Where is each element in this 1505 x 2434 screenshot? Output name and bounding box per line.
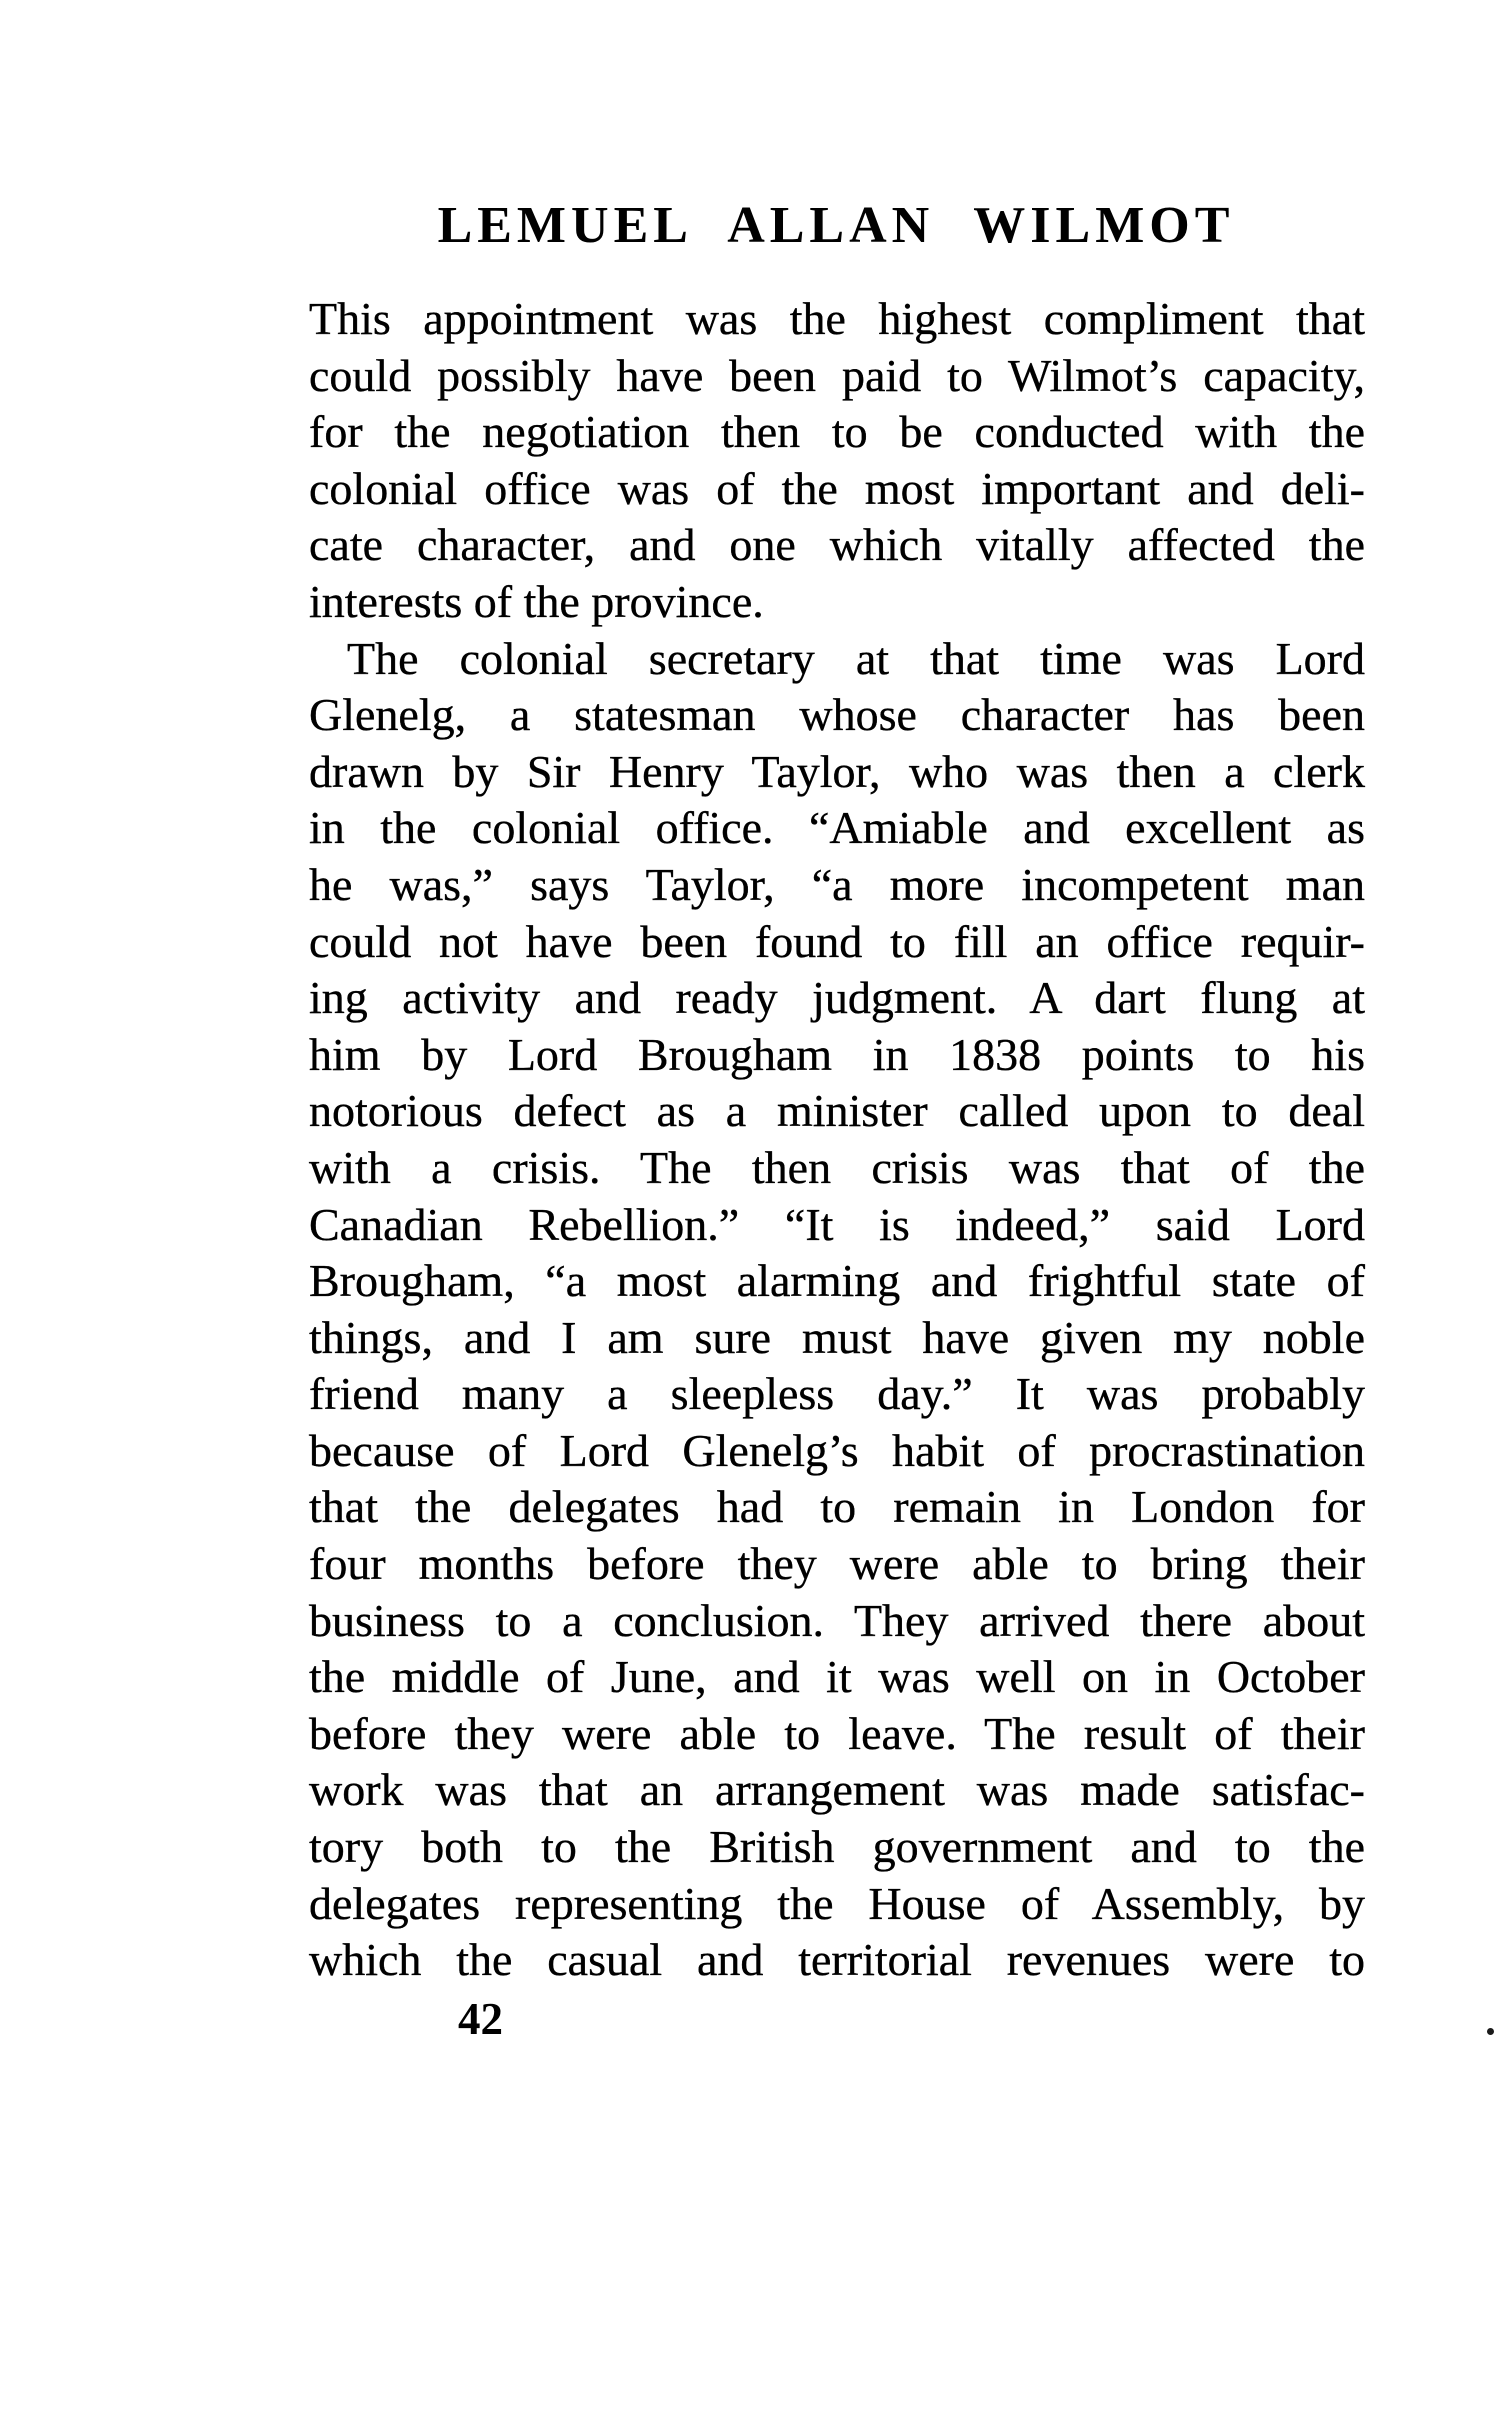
page-header: LEMUEL ALLAN WILMOT	[437, 197, 1235, 254]
text-line: friend many a sleepless day.” It was probably	[309, 1368, 1365, 1420]
text-line: delegates representing the House of Assembly, by	[309, 1877, 1365, 1929]
text-line: with a crisis. The then crisis was that of the	[309, 1141, 1365, 1193]
page-body	[309, 291, 1365, 1989]
text-line: before they were able to leave. The result of their	[309, 1707, 1365, 1759]
text-line: in the colonial office. “Amiable and excellent as	[309, 802, 1365, 854]
paragraph	[309, 291, 1365, 631]
text-line: The colonial secretary at that time was Lord	[347, 632, 1365, 684]
text-line: tory both to the British government and to the	[309, 1821, 1365, 1873]
text-line: business to a conclusion. They arrived there about	[309, 1594, 1365, 1646]
text-line: Canadian Rebellion.” “It is indeed,” said Lord	[309, 1198, 1365, 1250]
text-line: Brougham, “a most alarming and frightful state of	[309, 1255, 1365, 1307]
text-line: interests of the province.	[309, 575, 764, 627]
text-line: which the casual and territorial revenues were to	[309, 1934, 1365, 1986]
text-line: ing activity and ready judgment. A dart flung at	[309, 972, 1365, 1024]
text-line: Glenelg, a statesman whose character has been	[309, 689, 1365, 741]
text-line: for the negotiation then to be conducted with the	[309, 406, 1365, 458]
text-line: notorious defect as a minister called upon to deal	[309, 1085, 1365, 1137]
text-line: him by Lord Brougham in 1838 points to his	[309, 1028, 1365, 1080]
text-line: could possibly have been paid to Wilmot’s capacity,	[309, 349, 1365, 401]
text-line: he was,” says Taylor, “a more incompetent man	[309, 858, 1365, 910]
text-line: the middle of June, and it was well on in October	[309, 1651, 1365, 1703]
scan-speck	[1487, 2028, 1494, 2035]
text-line: because of Lord Glenelg’s habit of procrastination	[309, 1424, 1365, 1476]
text-line: cate character, and one which vitally affected the	[309, 519, 1365, 571]
text-line: things, and I am sure must have given my noble	[309, 1311, 1365, 1363]
text-line: that the delegates had to remain in London for	[309, 1481, 1365, 1533]
text-line: could not have been found to fill an office requir-	[309, 915, 1365, 967]
paragraph	[309, 631, 1365, 1989]
text-line: drawn by Sir Henry Taylor, who was then a clerk	[309, 745, 1365, 797]
text-line: colonial office was of the most important and deli-	[309, 462, 1365, 514]
text-line: work was that an arrangement was made satisfac-	[309, 1764, 1365, 1816]
text-line: four months before they were able to bring their	[309, 1538, 1365, 1590]
text-line: This appointment was the highest compliment that	[309, 293, 1365, 344]
page-number: 42	[458, 1994, 503, 2044]
